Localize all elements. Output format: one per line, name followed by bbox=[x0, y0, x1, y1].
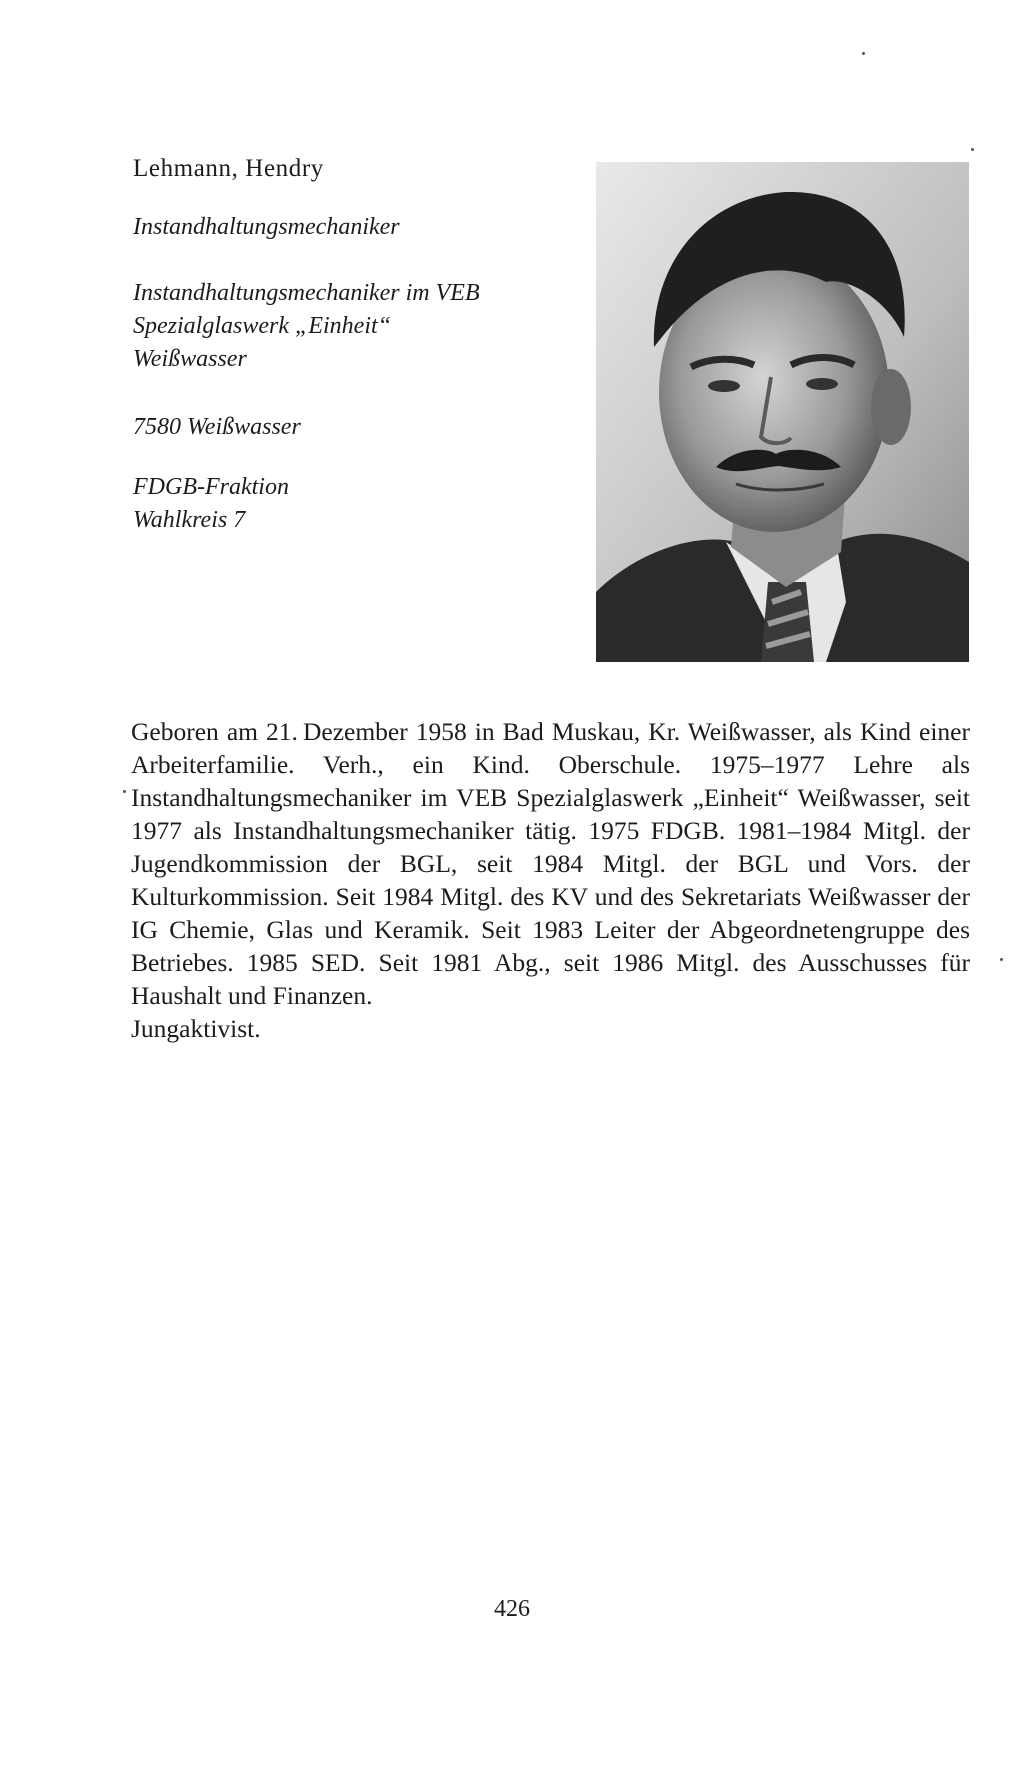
faction bbox=[133, 471, 289, 537]
award-text: Jungaktivist. bbox=[131, 1014, 261, 1043]
occupation bbox=[133, 211, 400, 244]
faction-line: FDGB-Fraktion bbox=[133, 474, 289, 500]
scan-speck bbox=[123, 790, 126, 793]
scan-speck bbox=[862, 52, 865, 55]
occupation-text: Instandhaltungsmechaniker bbox=[133, 214, 400, 240]
scan-speck bbox=[1000, 958, 1003, 961]
constituency-line: Wahlkreis 7 bbox=[133, 507, 246, 533]
workplace-line: Weißwasser bbox=[133, 346, 247, 372]
portrait-illustration bbox=[596, 162, 969, 662]
address-text: 7580 Weißwasser bbox=[133, 414, 301, 440]
portrait-photo bbox=[596, 162, 969, 662]
person-name: Lehmann, Hendry bbox=[133, 155, 324, 182]
biography-text: Geboren am 21. Dezember 1958 in Bad Muskau, Kr. Weißwasser, als Kind einer Arbeiterfamilie. Verh., ein Kind. Oberschule. 1975–1977 Lehre als Instandhaltungsmechaniker im VEB Spezialglaswerk „Einheit“ Weißwasser, seit 1977 als Instandhaltungsmechaniker tätig. 1975 FDGB. 1981–1984 Mitgl. der Jugendkommission der BGL, seit 1984 Mitgl. der BGL und Vors. der Kulturkommission. Seit 1984 Mitgl. des KV und des Sekretariats Weißwasser der IG Chemie, Glas und Keramik. Seit 1983 Leiter der Abgeordnetengruppe des Betriebes. 1985 SED. Seit 1981 Abg., seit 1986 Mitgl. des Ausschusses für Haushalt und Finanzen. bbox=[131, 717, 970, 1010]
address bbox=[133, 411, 301, 444]
workplace-line: Instandhaltungsmechaniker im VEB bbox=[133, 280, 480, 306]
workplace-line: Spezialglaswerk „Einheit“ bbox=[133, 313, 391, 339]
page-number: 426 bbox=[494, 1596, 530, 1622]
scan-speck bbox=[971, 148, 974, 151]
workplace bbox=[133, 277, 480, 376]
